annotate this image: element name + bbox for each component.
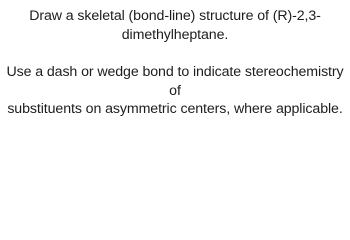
instruction-line: Draw a skeletal (bond-line) structure of (R)-2,3- [29, 8, 321, 24]
note-line: substituents on asymmetric centers, where applicable. [7, 101, 343, 117]
stereochemistry-note-paragraph [6, 63, 344, 119]
instruction-line: dimethylheptane. [121, 26, 229, 43]
instruction-paragraph [6, 7, 344, 44]
note-line: Use a dash or wedge bond to indicate stereochemistry of [6, 64, 344, 99]
